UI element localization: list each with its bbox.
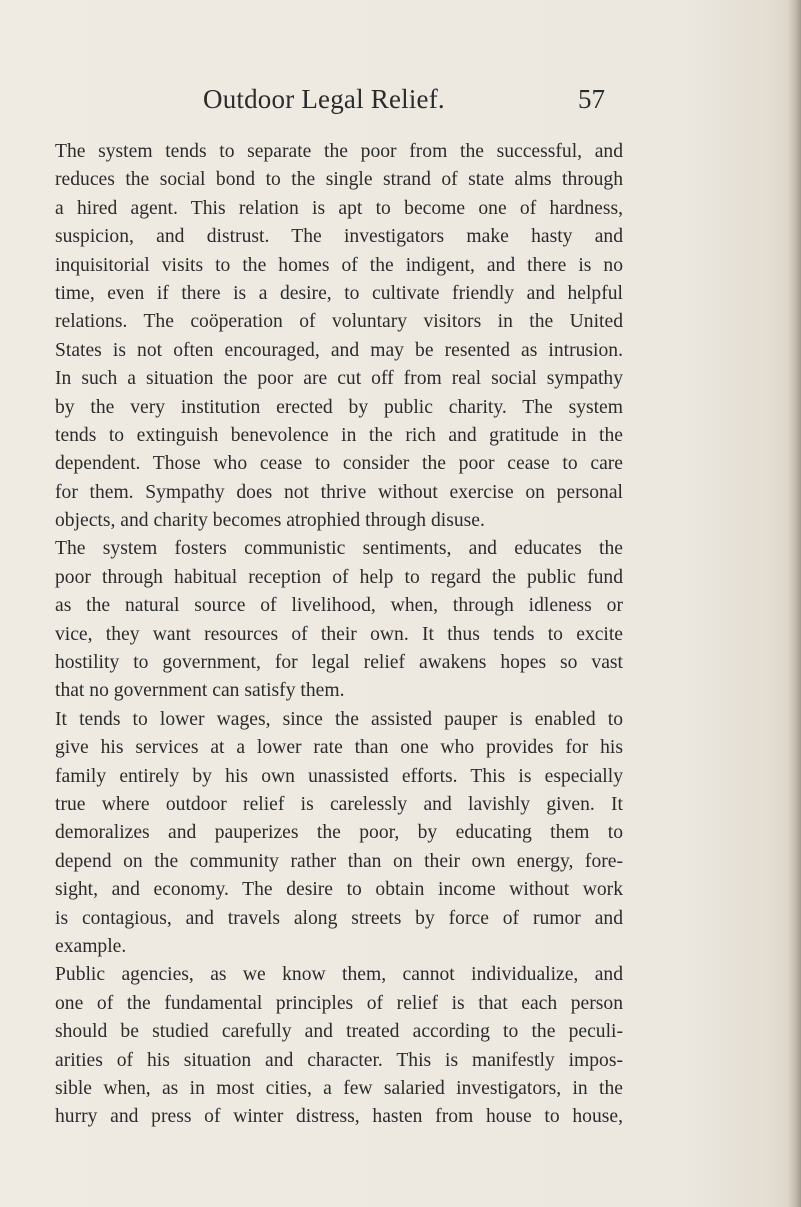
text-line: poor through habitual reception of help to regard the public fund [55, 566, 623, 588]
text-line: The system tends to separate the poor from the successful, and [55, 141, 623, 162]
text-line: give his services at a lower rate than one who provides for his [55, 737, 623, 759]
text-line: hurry and press of winter distress, hasten from house to house, [55, 1106, 623, 1128]
text-line: as the natural source of livelihood, when, through idleness or [55, 595, 623, 617]
page-number: 57 [578, 84, 605, 114]
text-line: suspicion, and distrust. The investigators make hasty and [55, 226, 623, 248]
text-line: dependent. Those who cease to consider the poor cease to care [55, 453, 623, 475]
text-line: arities of his situation and character. This is manifestly impos- [55, 1049, 623, 1071]
page-edge-shadow [787, 0, 801, 1207]
text-line: time, even if there is a desire, to cultivate friendly and helpful [55, 282, 623, 304]
text-line: inquisitorial visits to the homes of the indigent, and there is no [55, 254, 623, 276]
text-line: States is not often encouraged, and may be resented as intrusion. [55, 339, 623, 361]
body-text [55, 138, 623, 1132]
text-line: family entirely by his own unassisted efforts. This is especially [55, 765, 623, 787]
text-line: sible when, as in most cities, a few salaried investigators, in the [55, 1077, 623, 1099]
text-line: true where outdoor relief is carelessly and lavishly given. It [55, 793, 623, 815]
text-line: is contagious, and travels along streets by force of rumor and [55, 907, 623, 929]
text-line: for them. Sympathy does not thrive without exercise on personal [55, 481, 623, 503]
text-line: by the very institution erected by public charity. The system [55, 396, 623, 418]
text-line: reduces the social bond to the single strand of state alms through [55, 169, 623, 191]
text-line: objects, and charity becomes atrophied through disuse. [55, 510, 485, 532]
text-line: that no government can satisfy them. [55, 680, 345, 702]
text-line: hostility to government, for legal relief awakens hopes so vast [55, 652, 623, 674]
text-line: relations. The coöperation of voluntary visitors in the United [55, 311, 623, 333]
text-line: In such a situation the poor are cut off from real social sympathy [55, 368, 623, 390]
text-line: should be studied carefully and treated according to the peculi- [55, 1021, 623, 1043]
text-line: tends to extinguish benevolence in the rich and gratitude in the [55, 424, 623, 446]
text-line: depend on the community rather than on their own energy, fore- [55, 850, 623, 872]
text-line: It tends to lower wages, since the assisted pauper is enabled to [55, 708, 623, 730]
text-line: sight, and economy. The desire to obtain income without work [55, 879, 623, 901]
text-line: Public agencies, as we know them, cannot individualize, and [55, 964, 623, 986]
text-line: a hired agent. This relation is apt to become one of hardness, [55, 197, 623, 219]
text-line: example. [55, 935, 127, 957]
text-line: one of the fundamental principles of relief is that each person [55, 992, 623, 1014]
running-title: Outdoor Legal Relief. [203, 84, 445, 114]
page-header [203, 84, 605, 124]
text-line: demoralizes and pauperizes the poor, by educating them to [55, 822, 623, 844]
text-line: The system fosters communistic sentiments, and educates the [55, 538, 623, 560]
text-line: vice, they want resources of their own. It thus tends to excite [55, 623, 623, 645]
